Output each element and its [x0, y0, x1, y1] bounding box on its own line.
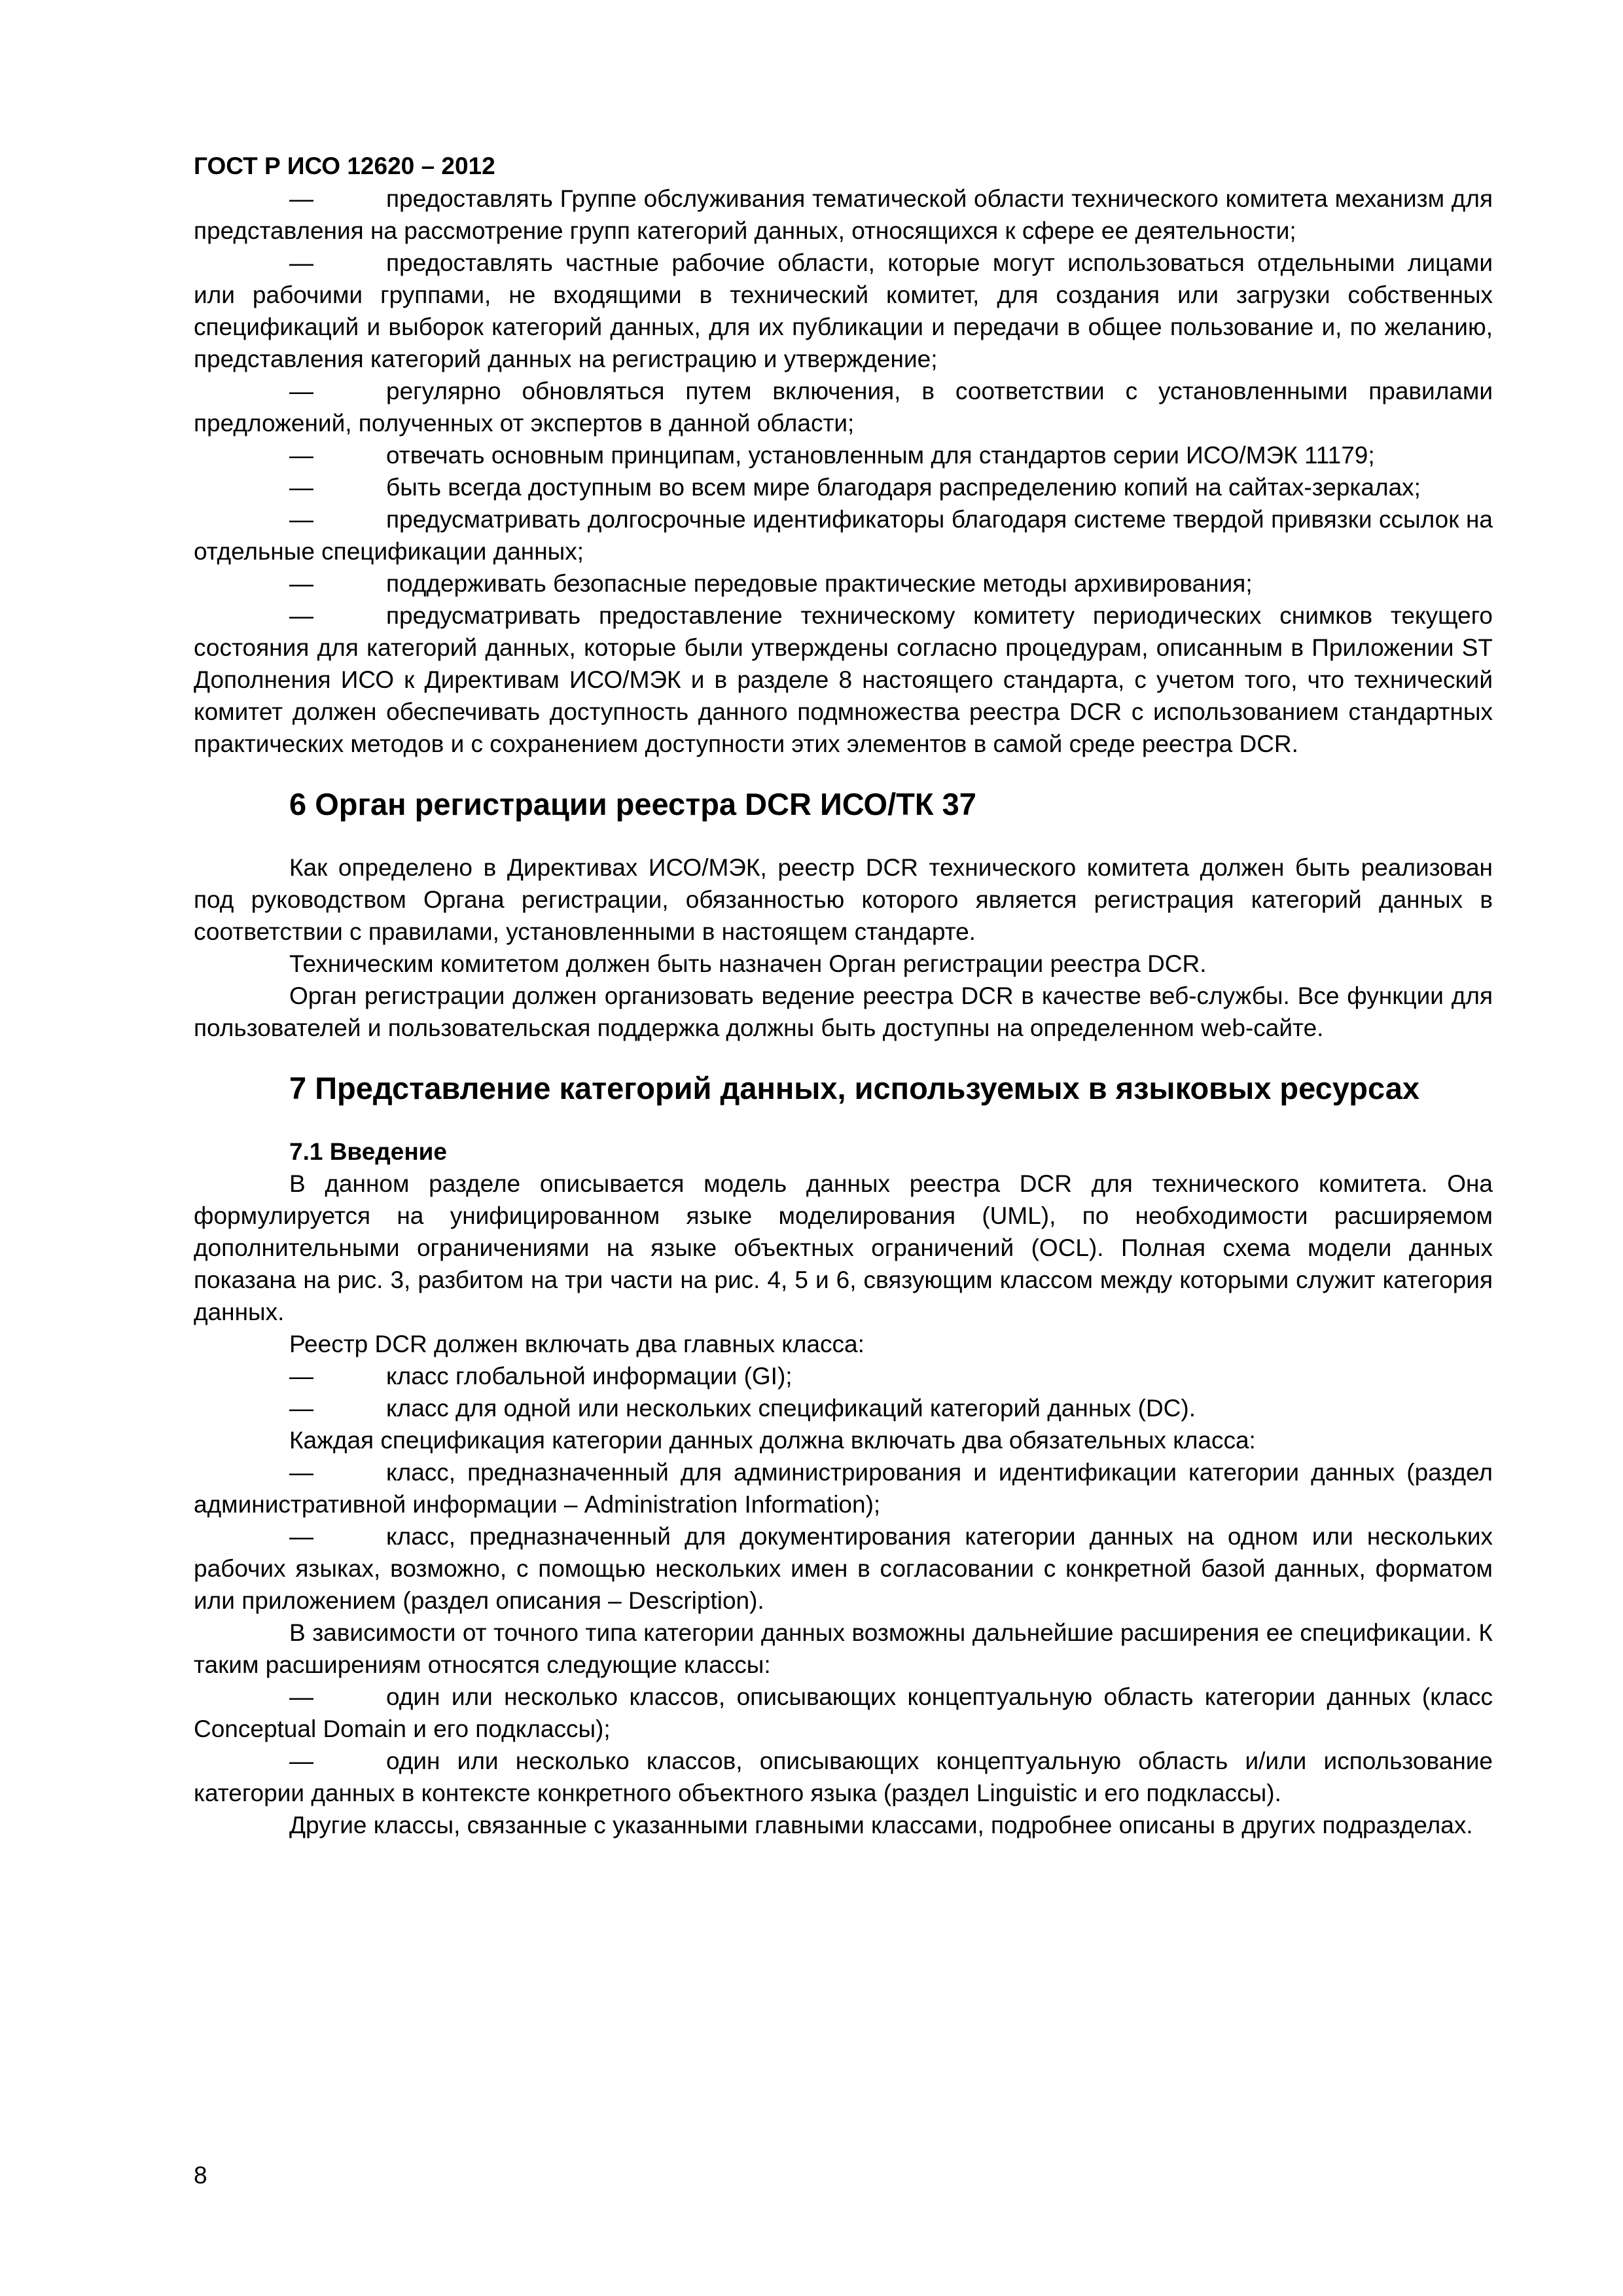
dash-marker: —	[289, 249, 313, 276]
paragraph: Орган регистрации должен организовать ведение реестра DCR в качестве веб-службы. Все функции для пользователей и пользовательская поддержка должны быть доступны на определенном web-сайте.	[194, 982, 1493, 1041]
dash-marker: —	[289, 1523, 313, 1550]
list-item	[194, 1360, 1493, 1392]
list-item	[194, 600, 1493, 760]
list-item	[194, 1456, 1493, 1520]
dash-marker: —	[289, 185, 313, 212]
list-item-text: отвечать основным принципам, установленным для стандартов серии ИСО/МЭК 11179;	[386, 442, 1375, 469]
document-code-header: ГОСТ Р ИСО 12620 – 2012	[194, 152, 495, 179]
document-page	[194, 151, 1493, 1841]
list-item	[194, 471, 1493, 503]
list-item	[194, 503, 1493, 567]
list-item	[194, 1681, 1493, 1745]
list-item-text: предусматривать долгосрочные идентификаторы благодаря системе твердой привязки ссылок на отдельные спецификации данных;	[194, 506, 1493, 565]
list-item-text: один или несколько классов, описывающих концептуальную область категории данных (класс Conceptual Domain и его подклассы);	[194, 1683, 1493, 1742]
section-7-body	[194, 1168, 1493, 1841]
dash-marker: —	[289, 378, 313, 404]
dash-marker: —	[289, 1363, 313, 1390]
dash-marker: —	[289, 1395, 313, 1422]
dash-marker: —	[289, 1459, 313, 1486]
paragraph: В данном разделе описывается модель данных реестра DCR для технического комитета. Она формулируется на унифицированном языке моделирования (UML), по необходимости расширяемом дополнительными ограничениями на языке объектных ограничений (OCL). Полная схема модели данных показана на рис. 3, разбитом на три части на рис. 4, 5 и 6, связующим классом между которыми служит категория данных.	[194, 1170, 1493, 1325]
paragraph: Другие классы, связанные с указанными главными классами, подробнее описаны в других подразделах.	[289, 1812, 1473, 1839]
dash-marker: —	[289, 602, 313, 629]
list-item-text: регулярно обновляться путем включения, в соответствии с установленными правилами предложений, полученных от экспертов в данной области;	[194, 378, 1493, 437]
list-item	[194, 439, 1493, 471]
list-item-text: поддерживать безопасные передовые практические методы архивирования;	[386, 570, 1253, 597]
list-item	[194, 567, 1493, 600]
list-item	[194, 1392, 1493, 1424]
list-item	[194, 247, 1493, 375]
paragraph: Каждая спецификация категории данных должна включать два обязательных класса:	[289, 1427, 1256, 1454]
subsection-7-1-heading: 7.1 Введение	[289, 1138, 448, 1165]
dash-marker: —	[289, 506, 313, 533]
list-item-text: класс для одной или нескольких спецификаций категорий данных (DC).	[386, 1395, 1196, 1422]
document-body	[194, 183, 1493, 1841]
dash-marker: —	[289, 570, 313, 597]
list-item	[194, 1520, 1493, 1617]
section-6-body	[194, 852, 1493, 1044]
list-item-text: класс, предназначенный для документирования категории данных на одном или нескольких рабочих языках, возможно, с помощью нескольких имен в согласовании с конкретной базой данных, форматом или приложением (раздел описания – Description).	[194, 1523, 1493, 1614]
list-item-text: класс, предназначенный для администрирования и идентификации категории данных (раздел административной информации – Administration Information);	[194, 1459, 1493, 1518]
list-item	[194, 375, 1493, 439]
section-6-heading: 6 Орган регистрации реестра DCR ИСО/ТК 37	[289, 787, 976, 821]
list-item-text: предоставлять Группе обслуживания тематической области технического комитета механизм для представления на рассмотрение групп категорий данных, относящихся к сфере ее деятельности;	[194, 185, 1493, 244]
list-item-text: предоставлять частные рабочие области, которые могут использоваться отдельными лицами или рабочими группами, не входящими в технический комитет, для создания или загрузки собственных спецификаций и выборок категорий данных, для их публикации и передачи в общее пользование и, по желанию, представления категорий данных на регистрацию и утверждение;	[194, 249, 1493, 372]
page-number: 8	[194, 2162, 207, 2189]
list-item-text: предусматривать предоставление техническому комитету периодических снимков текущего состояния для категорий данных, которые были утверждены согласно процедурам, описанным в Приложении ST Дополнения ИСО к Директивам ИСО/МЭК и в разделе 8 настоящего стандарта, с учетом того, что технический комитет должен обеспечивать доступность данного подмножества реестра DCR с использованием стандартных практических методов и с сохранением доступности этих элементов в самой среде реестра DCR.	[194, 602, 1493, 757]
section-7-heading: 7 Представление категорий данных, используемых в языковых ресурсах	[289, 1071, 1419, 1105]
list-item-text: один или несколько классов, описывающих концептуальную область и/или использование категории данных в контексте конкретного объектного языка (раздел Linguistic и его подклассы).	[194, 1748, 1493, 1806]
list-item-text: класс глобальной информации (GI);	[386, 1363, 793, 1390]
dash-marker: —	[289, 1748, 313, 1774]
paragraph: В зависимости от точного типа категории данных возможны дальнейшие расширения ее спецификации. К таким расширениям относятся следующие классы:	[194, 1619, 1493, 1678]
paragraph: Реестр DCR должен включать два главных класса:	[289, 1331, 865, 1357]
dash-marker: —	[289, 1683, 313, 1710]
list-item-text: быть всегда доступным во всем мире благодаря распределению копий на сайтах-зеркалах;	[386, 474, 1421, 501]
dash-marker: —	[289, 474, 313, 501]
list-item	[194, 1745, 1493, 1809]
dash-marker: —	[289, 442, 313, 469]
list-item	[194, 183, 1493, 247]
paragraph: Как определено в Директивах ИСО/МЭК, реестр DCR технического комитета должен быть реализован под руководством Органа регистрации, обязанностью которого является регистрация категорий данных в соответствии с правилами, установленными в настоящем стандарте.	[194, 854, 1493, 945]
paragraph: Техническим комитетом должен быть назначен Орган регистрации реестра DCR.	[289, 950, 1207, 977]
intro-list	[194, 183, 1493, 760]
